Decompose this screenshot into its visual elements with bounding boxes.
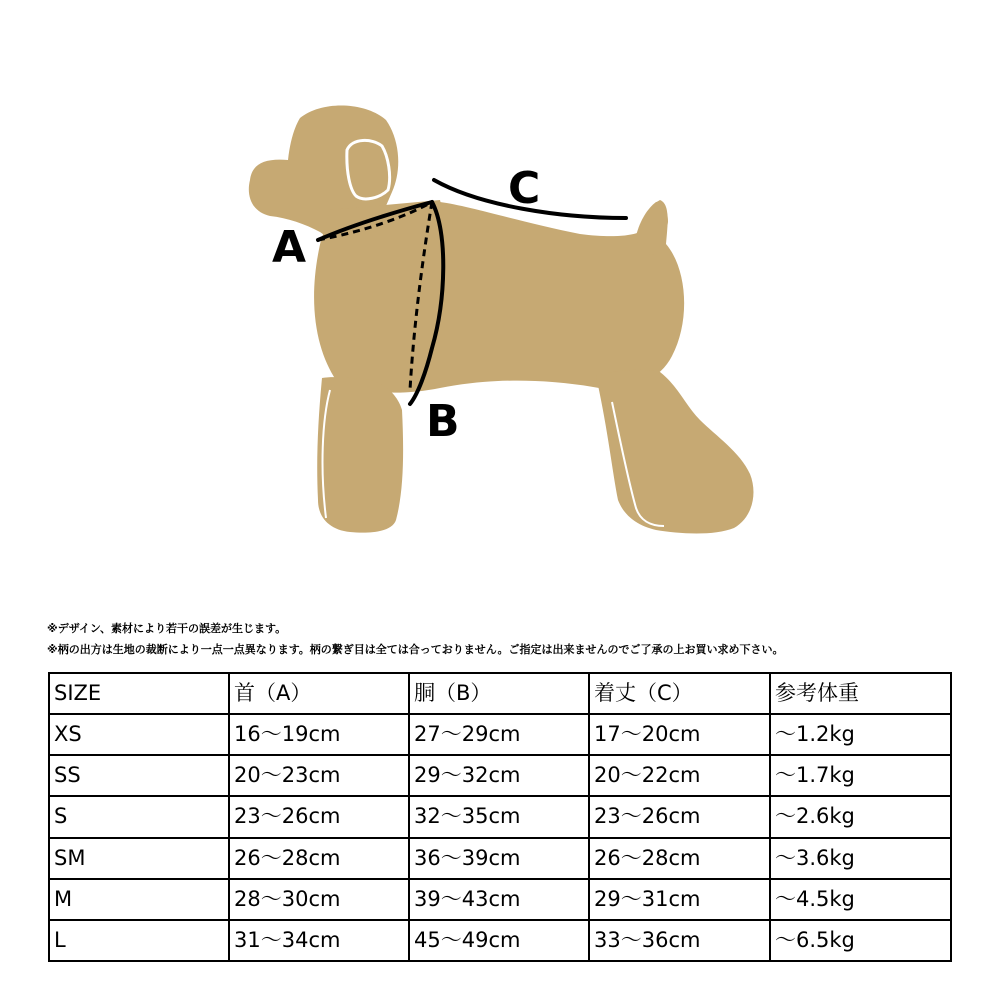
table-cell: 〜4.5kg bbox=[770, 879, 951, 920]
table-cell: 17〜20cm bbox=[589, 714, 770, 755]
table-cell: SS bbox=[49, 755, 229, 796]
table-cell: M bbox=[49, 879, 229, 920]
label-b: B bbox=[426, 396, 460, 447]
table-cell: 29〜31cm bbox=[589, 879, 770, 920]
table-row bbox=[49, 796, 951, 837]
header-cell-neck: 首（A） bbox=[229, 673, 409, 714]
table-cell: 29〜32cm bbox=[409, 755, 589, 796]
table-cell: 36〜39cm bbox=[409, 838, 589, 879]
table-cell: 39〜43cm bbox=[409, 879, 589, 920]
table-cell: 32〜35cm bbox=[409, 796, 589, 837]
header-cell-body: 胴（B） bbox=[409, 673, 589, 714]
table-cell: 28〜30cm bbox=[229, 879, 409, 920]
table-cell: 〜1.2kg bbox=[770, 714, 951, 755]
note-line: ※柄の出方は生地の裁断により一点一点異なります。柄の繋ぎ目は全ては合っておりません。ご指定は出来ませんのでご了承の上お買い求め下さい。 bbox=[47, 643, 784, 656]
table-cell: 26〜28cm bbox=[229, 838, 409, 879]
table-row bbox=[49, 755, 951, 796]
header-cell-size: SIZE bbox=[49, 673, 229, 714]
table-cell: 31〜34cm bbox=[229, 920, 409, 961]
size-table bbox=[48, 672, 952, 962]
table-cell: 16〜19cm bbox=[229, 714, 409, 755]
table-row bbox=[49, 714, 951, 755]
table-cell: 〜2.6kg bbox=[770, 796, 951, 837]
table-cell: 20〜22cm bbox=[589, 755, 770, 796]
table-cell: 〜3.6kg bbox=[770, 838, 951, 879]
table-cell: 45〜49cm bbox=[409, 920, 589, 961]
table-cell: 27〜29cm bbox=[409, 714, 589, 755]
table-cell: 33〜36cm bbox=[589, 920, 770, 961]
table-cell: 20〜23cm bbox=[229, 755, 409, 796]
header-cell-weight: 参考体重 bbox=[770, 673, 951, 714]
table-cell: 〜1.7kg bbox=[770, 755, 951, 796]
table-row bbox=[49, 838, 951, 879]
table-cell: 〜6.5kg bbox=[770, 920, 951, 961]
table-cell: S bbox=[49, 796, 229, 837]
label-c: C bbox=[508, 163, 541, 214]
table-cell: SM bbox=[49, 838, 229, 879]
table-cell: 23〜26cm bbox=[589, 796, 770, 837]
table-cell: 23〜26cm bbox=[229, 796, 409, 837]
notes bbox=[47, 622, 967, 664]
dog-silhouette bbox=[249, 105, 754, 533]
table-cell: XS bbox=[49, 714, 229, 755]
table-header-row bbox=[49, 673, 951, 714]
table-row bbox=[49, 920, 951, 961]
table-cell: 26〜28cm bbox=[589, 838, 770, 879]
table-cell: L bbox=[49, 920, 229, 961]
label-a: A bbox=[272, 222, 307, 273]
header-cell-length: 着丈（C） bbox=[589, 673, 770, 714]
table-row bbox=[49, 879, 951, 920]
note-line: ※デザイン、素材により若干の誤差が生じます。 bbox=[47, 622, 287, 635]
